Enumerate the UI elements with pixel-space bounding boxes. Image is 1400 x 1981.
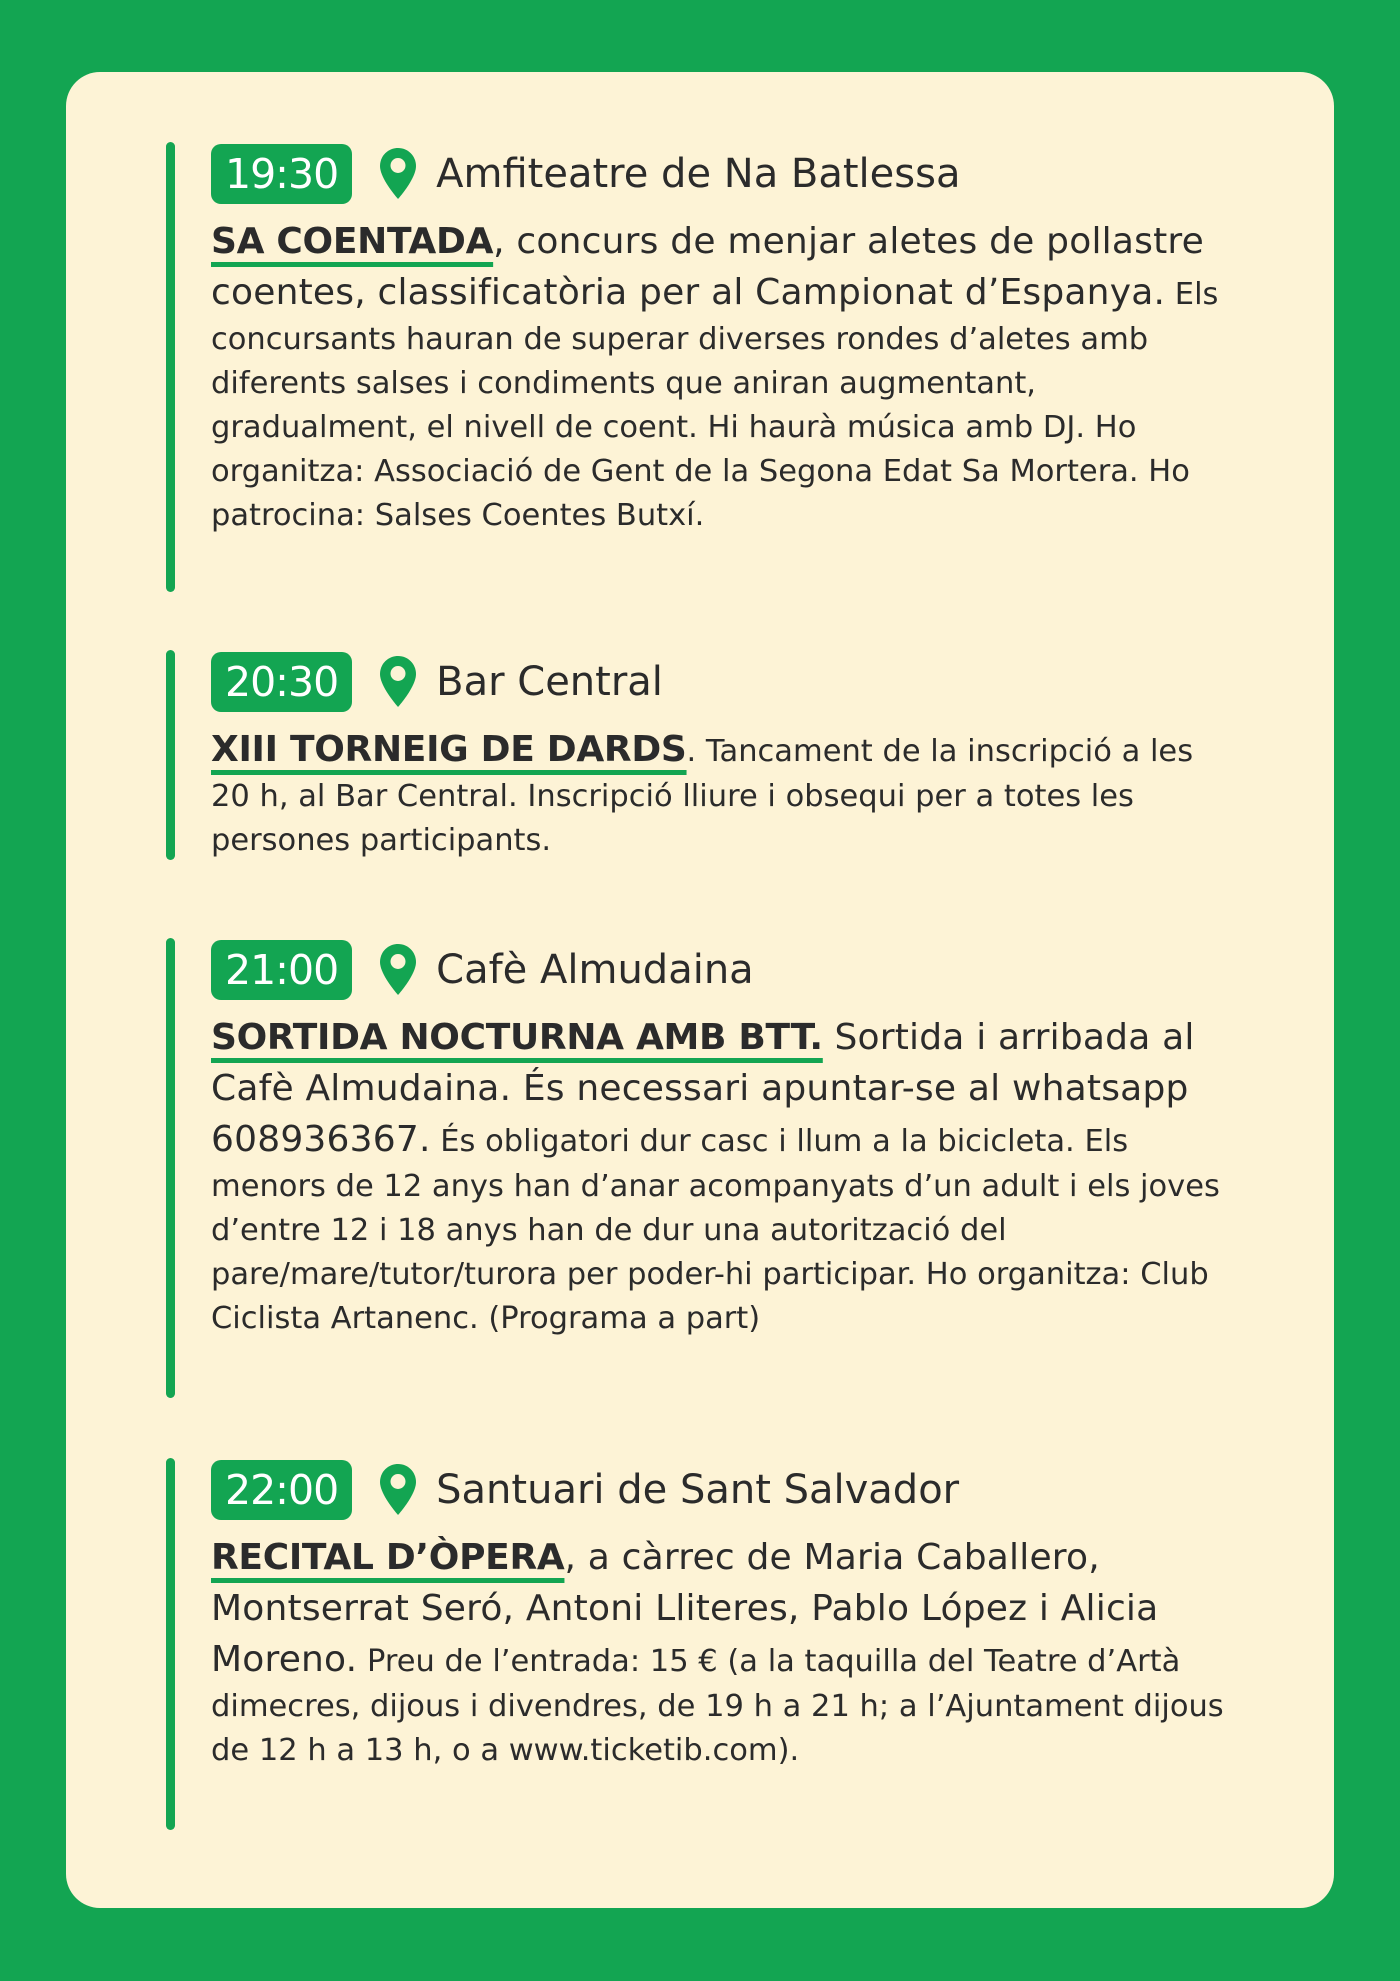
event-header — [211, 1458, 1241, 1522]
event-content — [211, 938, 1241, 1341]
location-pin-icon — [378, 146, 418, 202]
time-badge: 22:00 — [211, 1460, 352, 1520]
time-badge: 20:30 — [211, 652, 352, 712]
event-body — [211, 1532, 1241, 1773]
event-description: És obligatori dur casc i llum a la bicicleta. Els menors de 12 anys han d’anar acompanyats d’un adult i els joves d’entre 12 i 18 anys han de dur una autorització del pare/mare/tutor/turora per poder-hi participar. Ho organitza: Club Ciclista Artanenc. (Programa a part) — [211, 1124, 1220, 1336]
event-header — [211, 938, 1241, 1002]
event-content — [211, 650, 1241, 863]
event-lead-text: , a càrrec de Maria Caballero, Montserrat Seró, Antoni Lliteres, Pablo López i Alicia Moreno. — [211, 1537, 1159, 1680]
event-description: Els concursants hauran de superar diverses rondes d’aletes amb diferents salses i condiments que aniran augmentant, gradualment, el nivell de coent. Hi haurà música amb DJ. Ho organitza: Associació de Gent de la Segona Edat Sa Mortera. Ho patrocina: Salses Coentes Butxí. — [211, 277, 1219, 533]
event-location: Santuari de Sant Salvador — [436, 1467, 960, 1513]
event-description: Preu de l’entrada: 15 € (a la taquilla del Teatre d’Artà dimecres, dijous i divendres, de 19 h a 21 h; a l’Ajuntament dijous de 12 h a 13 h, o a www.ticketib.com). — [211, 1644, 1224, 1768]
event-divider-bar — [166, 1458, 175, 1830]
event-1930 — [166, 142, 1326, 592]
event-lead-text: Sortida i arribada al Cafè Almudaina. És necessari apuntar-se al whatsapp 608936367. — [211, 1017, 1195, 1160]
location-pin-icon — [378, 654, 418, 710]
event-title: SORTIDA NOCTURNA AMB BTT. — [211, 1017, 823, 1058]
event-header — [211, 650, 1241, 714]
location-pin-icon — [378, 942, 418, 998]
event-2100 — [166, 938, 1326, 1398]
event-title: XIII TORNEIG DE DARDS — [211, 729, 687, 770]
event-body — [211, 724, 1241, 863]
event-location: Cafè Almudaina — [436, 947, 754, 993]
event-body — [211, 216, 1241, 538]
event-title: SA COENTADA — [211, 221, 494, 262]
event-lead-text: , concurs de menjar aletes de pollastre coentes, classificatòria per al Campionat d’Espanya. — [211, 221, 1204, 313]
event-content — [211, 1458, 1241, 1773]
event-content — [211, 142, 1241, 538]
event-2200 — [166, 1458, 1326, 1830]
time-badge: 21:00 — [211, 940, 352, 1000]
event-location: Amfiteatre de Na Batlessa — [436, 151, 961, 197]
event-divider-bar — [166, 650, 175, 860]
event-divider-bar — [166, 142, 175, 592]
event-divider-bar — [166, 938, 175, 1398]
program-card — [66, 72, 1334, 1908]
event-description: . Tancament de la inscripció a les 20 h, al Bar Central. Inscripció lliure i obsequi per a totes les persones participants. — [211, 734, 1194, 858]
event-title: RECITAL D’ÒPERA — [211, 1537, 565, 1578]
event-header — [211, 142, 1241, 206]
location-pin-icon — [378, 1462, 418, 1518]
time-badge: 19:30 — [211, 144, 352, 204]
event-location: Bar Central — [436, 659, 663, 705]
event-2030 — [166, 650, 1326, 860]
event-body — [211, 1012, 1241, 1341]
